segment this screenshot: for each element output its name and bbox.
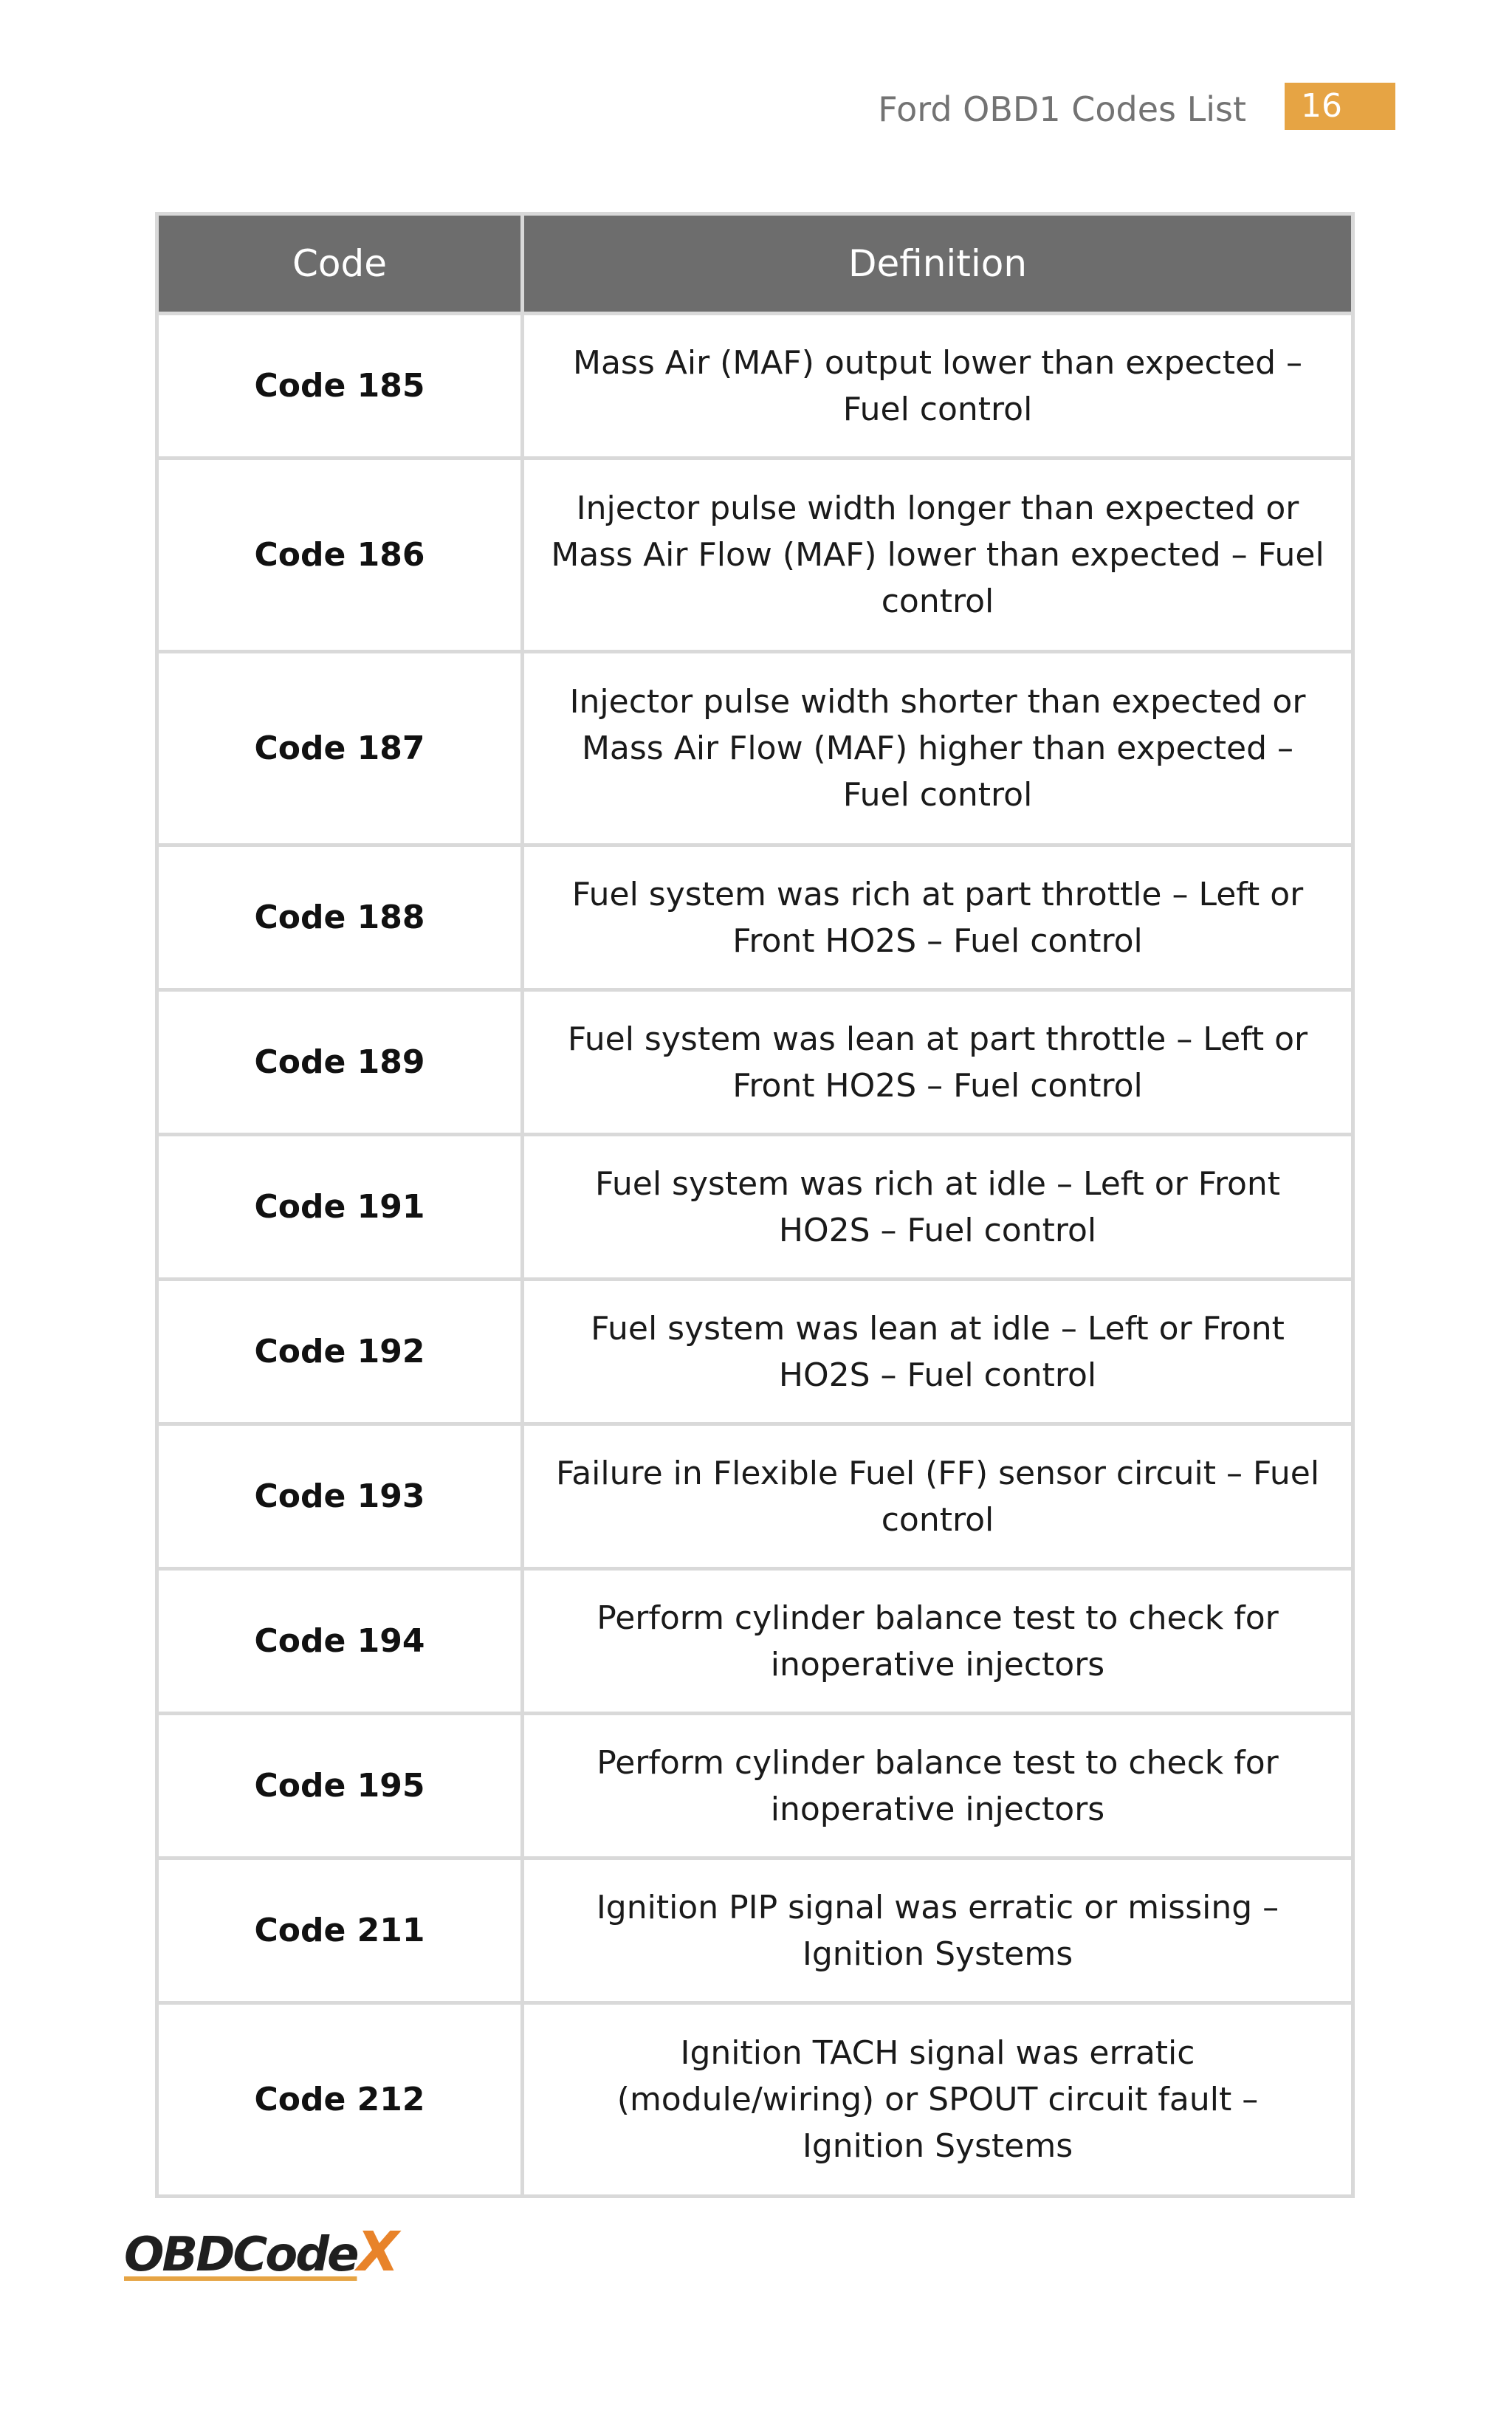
definition-line: Ignition Systems	[802, 1935, 1073, 1973]
code-cell: Code 193	[157, 1424, 523, 1569]
column-header-code: Code	[157, 214, 523, 314]
code-cell: Code 211	[157, 1858, 523, 2003]
document-title: Ford OBD1 Codes List	[878, 89, 1246, 129]
table-row	[157, 1280, 1353, 1424]
codes-table-body	[157, 314, 1353, 2197]
definition-line: Injector pulse width shorter than expected or	[569, 683, 1306, 721]
code-cell: Code 187	[157, 652, 523, 845]
definition-line: Perform cylinder balance test to check for	[597, 1743, 1279, 1782]
definition-line: HO2S – Fuel control	[778, 1211, 1097, 1249]
definition-line: Ignition TACH signal was erratic	[680, 2034, 1195, 2072]
table-row	[157, 314, 1353, 459]
definition-cell	[523, 845, 1353, 990]
table-row	[157, 2003, 1353, 2197]
table-row	[157, 990, 1353, 1135]
definition-line: control	[881, 583, 994, 620]
code-cell: Code 186	[157, 459, 523, 652]
definition-line: Fuel control	[842, 776, 1033, 814]
definition-line: Failure in Flexible Fuel (FF) sensor circuit – Fuel	[555, 1454, 1320, 1492]
table-row	[157, 845, 1353, 990]
definition-line: Ignition PIP signal was erratic or missing –	[596, 1888, 1279, 1926]
definition-line: Mass Air (MAF) output lower than expected –	[573, 343, 1302, 382]
code-cell: Code 188	[157, 845, 523, 990]
definition-cell	[523, 652, 1353, 845]
definition-cell	[523, 1858, 1353, 2003]
definition-cell	[523, 314, 1353, 459]
table-row	[157, 1135, 1353, 1280]
definition-line: Fuel system was rich at part throttle – Left or	[571, 875, 1304, 913]
definition-line: Front HO2S – Fuel control	[732, 1066, 1143, 1105]
definition-line: inoperative injectors	[770, 1645, 1105, 1683]
table-header-row	[157, 214, 1353, 314]
obdcodex-logo	[124, 2222, 397, 2282]
table-row	[157, 1424, 1353, 1569]
code-cell: Code 195	[157, 1714, 523, 1858]
definition-line: Fuel system was rich at idle – Left or Front	[594, 1164, 1281, 1203]
definition-cell	[523, 1280, 1353, 1424]
code-cell: Code 212	[157, 2003, 523, 2197]
table-row	[157, 1569, 1353, 1714]
definition-line: Ignition Systems	[802, 2127, 1073, 2165]
code-cell: Code 194	[157, 1569, 523, 1714]
definition-cell	[523, 2003, 1353, 2197]
code-cell: Code 191	[157, 1135, 523, 1280]
definition-line: Mass Air Flow (MAF) lower than expected – Fuel	[551, 536, 1324, 574]
definition-line: Mass Air Flow (MAF) higher than expected –	[581, 730, 1294, 767]
definition-line: (module/wiring) or SPOUT circuit fault –	[616, 2081, 1259, 2118]
table-row	[157, 1858, 1353, 2003]
definition-cell	[523, 459, 1353, 652]
column-header-definition: Definition	[523, 214, 1353, 314]
code-cell: Code 185	[157, 314, 523, 459]
definition-line: HO2S – Fuel control	[778, 1356, 1097, 1394]
code-cell: Code 192	[157, 1280, 523, 1424]
definition-line: Front HO2S – Fuel control	[732, 921, 1143, 960]
definition-cell	[523, 1424, 1353, 1569]
definition-line: Perform cylinder balance test to check for	[597, 1599, 1279, 1637]
definition-cell	[523, 1135, 1353, 1280]
definition-cell	[523, 990, 1353, 1135]
definition-line: inoperative injectors	[770, 1790, 1105, 1828]
table-row	[157, 459, 1353, 652]
page-number-badge: 16	[1285, 83, 1395, 130]
definition-line: control	[881, 1500, 994, 1539]
definition-line: Fuel control	[842, 390, 1033, 428]
definition-cell	[523, 1714, 1353, 1858]
codes-table	[155, 212, 1355, 2198]
table-row	[157, 652, 1353, 845]
definition-cell	[523, 1569, 1353, 1714]
code-cell: Code 189	[157, 990, 523, 1135]
logo-accent-letter: X	[357, 2220, 397, 2284]
logo-wordmark: OBDCode	[124, 2228, 357, 2282]
definition-line: Fuel system was lean at part throttle – Left or	[567, 1020, 1308, 1058]
definition-line: Injector pulse width longer than expected or	[576, 490, 1299, 527]
definition-line: Fuel system was lean at idle – Left or Front	[591, 1309, 1285, 1348]
table-row	[157, 1714, 1353, 1858]
